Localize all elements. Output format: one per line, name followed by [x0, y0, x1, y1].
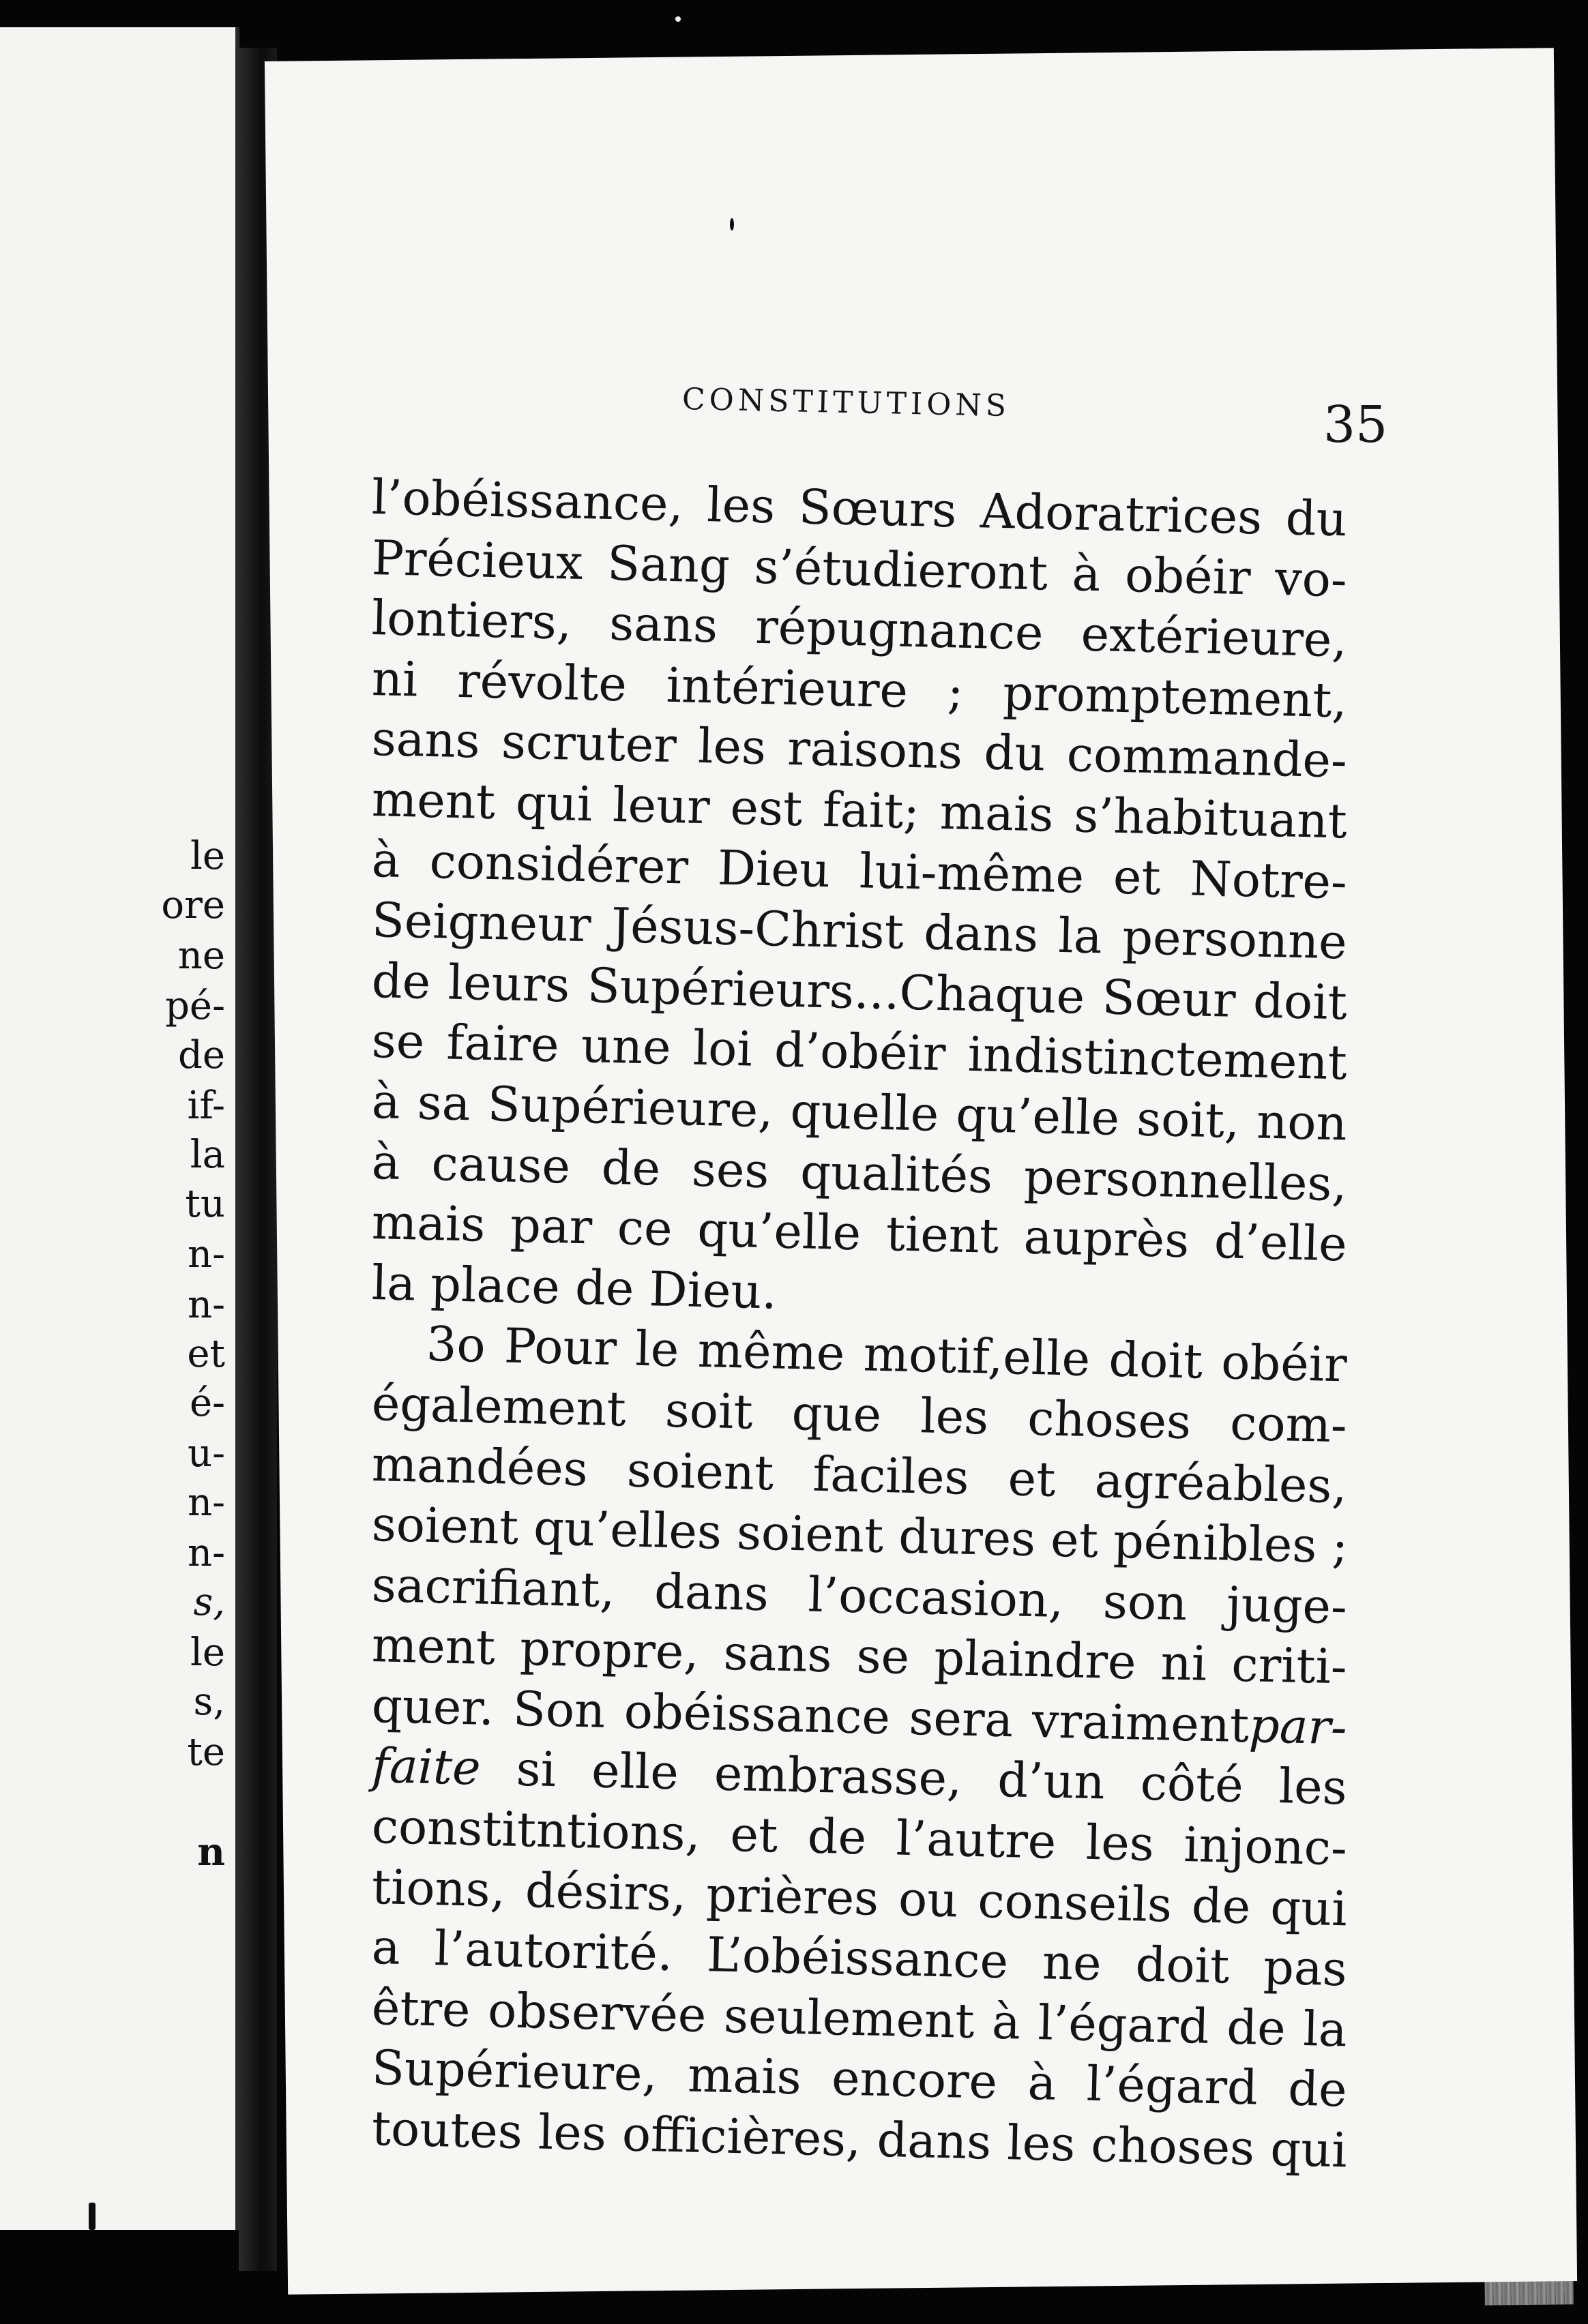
- text-line: de leurs Supérieurs...Chaque Sœur doit: [371, 952, 1348, 1031]
- left-page-fragment: pé-: [165, 984, 225, 1028]
- text-line: a l’autorité. L’obéissance ne doit pas: [371, 1919, 1348, 1997]
- italic-segment: faite: [371, 1738, 482, 1797]
- left-page-fragment: if-: [187, 1084, 225, 1128]
- text-line: constitntions, et de l’autre les injonc-: [371, 1798, 1348, 1877]
- left-page-fragment: le: [190, 1630, 225, 1675]
- text-segment: si elle embrasse, d’un côté les: [480, 1740, 1348, 1816]
- left-facing-page: [0, 27, 239, 2230]
- left-page-fragment: te: [187, 1730, 225, 1774]
- left-page-fragment: s,: [193, 1580, 225, 1624]
- left-page-fragment: ne: [177, 934, 225, 978]
- paragraph-start-line: 3o Pour le même motif,elle doit obéir: [426, 1316, 1348, 1393]
- text-line: à cause de ses qualités personnelles,: [371, 1133, 1348, 1212]
- text-line: toutes les officières, dans les choses qui: [371, 2100, 1348, 2179]
- left-page-fragment: n: [197, 1830, 225, 1875]
- scan-speck: [730, 218, 734, 230]
- text-line: l’obéissance, les Sœurs Adoratrices du: [371, 469, 1348, 548]
- running-head: CONSTITUTIONS: [681, 381, 1011, 424]
- text-line: Précieux Sang s’étudieront à obéir vo-: [371, 529, 1348, 608]
- text-line: mais par ce qu’elle tient auprès d’elle: [371, 1194, 1348, 1272]
- text-line: tions, désirs, prières ou conseils de qui: [371, 1858, 1348, 1937]
- text-line: Seigneur Jésus-Christ dans la personne: [371, 892, 1348, 970]
- text-line: sacrifiant, dans l’occasion, son juge-: [371, 1556, 1348, 1635]
- left-page-fragment: n-: [188, 1283, 225, 1327]
- italic-segment: par-: [1248, 1697, 1348, 1756]
- left-page-fragment: ore: [161, 883, 225, 927]
- left-page-fragment: n-: [188, 1232, 225, 1277]
- text-line: ment propre, sans se plaindre ni criti-: [371, 1617, 1348, 1695]
- text-segment: quer. Son obéissance sera vraiment: [371, 1677, 1250, 1754]
- body-text: [371, 467, 1349, 2179]
- text-line: Supérieure, mais encore à l’égard de: [371, 2040, 1348, 2118]
- page-number: 35: [1323, 396, 1388, 454]
- text-line: la place de Dieu.: [371, 1254, 778, 1320]
- left-page-fragment: tu: [185, 1182, 225, 1226]
- left-page-fragment: la: [190, 1133, 225, 1177]
- text-line: ment qui leur est fait; mais s’habituant: [371, 771, 1348, 850]
- text-line: également soit que les choses com-: [371, 1375, 1348, 1454]
- left-page-fragment: é-: [189, 1381, 225, 1425]
- text-line: ni révolte intérieure ; promptement,: [371, 650, 1348, 729]
- scan-speck: [675, 16, 681, 22]
- left-page-fragment: s,: [193, 1680, 225, 1724]
- text-line: mandées soient faciles et agréables,: [371, 1435, 1348, 1514]
- left-page-fragment: de: [178, 1033, 225, 1077]
- left-page-fragment: u-: [188, 1431, 225, 1476]
- text-line: sans scruter les raisons du commande-: [371, 711, 1348, 789]
- text-line: soient qu’elles soient dures et pénibles ;: [371, 1496, 1349, 1575]
- text-line: à considérer Dieu lui-même et Notre-: [371, 831, 1348, 910]
- left-page-fragment: et: [187, 1332, 225, 1376]
- text-line: se faire une loi d’obéir indistinctement: [371, 1013, 1348, 1091]
- left-page-fragment: n-: [188, 1531, 225, 1575]
- left-page-fragment: n-: [188, 1480, 225, 1525]
- text-line: être observée seulement à l’égard de la: [371, 1979, 1348, 2058]
- text-line: à sa Supérieure, quelle qu’elle soit, non: [371, 1073, 1348, 1152]
- scan-speck: [89, 2203, 95, 2230]
- text-line: lontiers, sans répugnance extérieure,: [371, 590, 1348, 668]
- left-page-fragment: le: [190, 834, 225, 878]
